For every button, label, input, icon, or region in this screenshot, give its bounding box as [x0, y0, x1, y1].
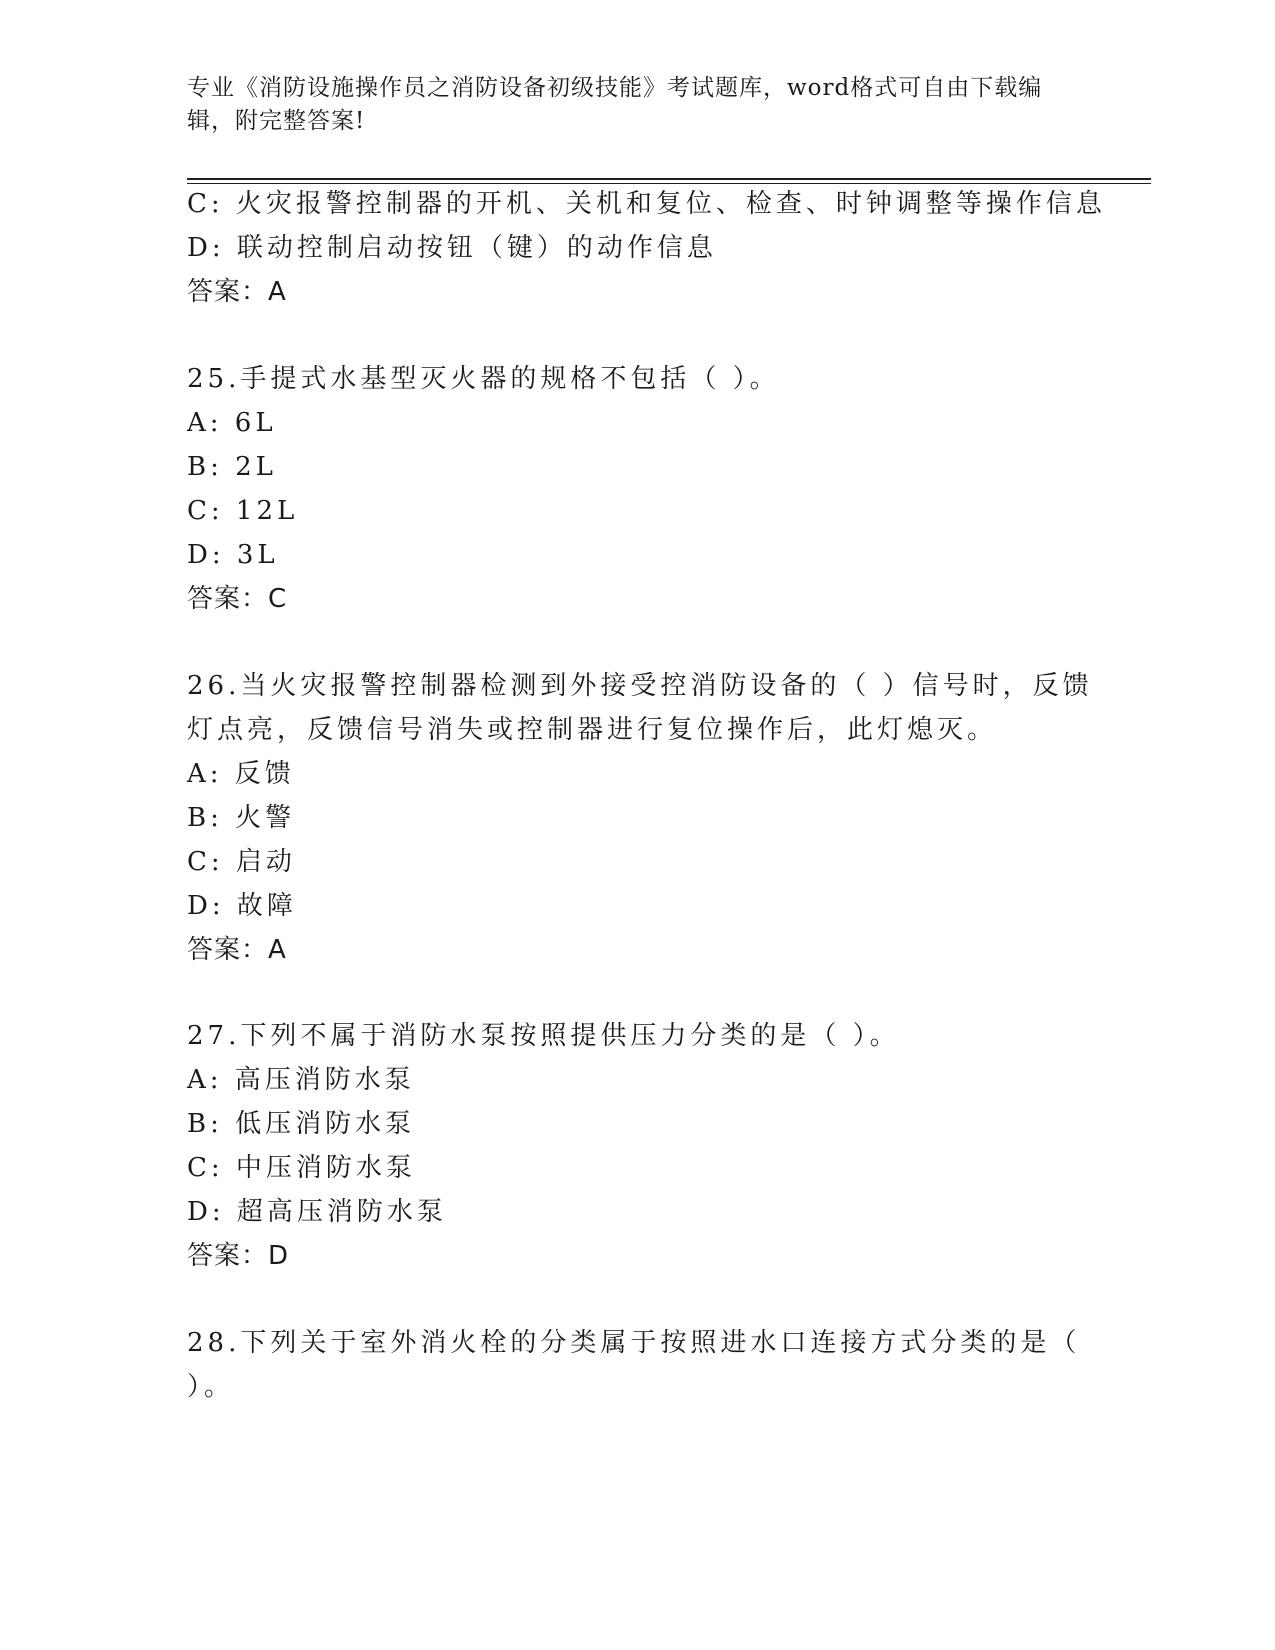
question-28-stem-line-2: ）。: [187, 1372, 235, 1402]
header-line-2: 辑，附完整答案!: [187, 108, 366, 134]
prev-option-c: C: 火灾报警控制器的开机、关机和复位、检查、时钟调整等操作信息: [187, 189, 1106, 219]
document-header: [187, 72, 1067, 138]
question-26-stem-line-2: 灯点亮，反馈信号消失或控制器进行复位操作后，此灯熄灭。: [187, 715, 998, 745]
question-28-stem-line-1: 28.下列关于室外消火栓的分类属于按照进水口连接方式分类的是（: [187, 1328, 1081, 1358]
question-25-stem: 25.手提式水基型灭火器的规格不包括（ ）。: [187, 364, 780, 394]
question-27-option-c: C: 中压消防水泵: [187, 1153, 416, 1183]
question-25-answer: 答案：C: [187, 584, 288, 614]
question-25-option-b: B: 2L: [187, 452, 277, 482]
question-27-option-a: A: 高压消防水泵: [187, 1065, 415, 1095]
question-25-option-a: A: 6L: [187, 408, 277, 438]
question-27-option-b: B: 低压消防水泵: [187, 1109, 416, 1139]
header-divider-thin: [187, 183, 1151, 184]
question-26-option-c: C: 启动: [187, 847, 296, 877]
prev-answer: 答案：A: [187, 277, 287, 307]
question-26-option-b: B: 火警: [187, 803, 296, 833]
question-25-option-c: C: 12L: [187, 496, 299, 526]
question-27-option-d: D: 超高压消防水泵: [187, 1197, 447, 1227]
question-26-option-a: A: 反馈: [187, 759, 295, 789]
question-26-option-d: D: 故障: [187, 891, 297, 921]
header-divider-thick: [187, 178, 1151, 180]
question-27-stem: 27.下列不属于消防水泵按照提供压力分类的是（ ）。: [187, 1021, 900, 1051]
header-line-1: 专业《消防设施操作员之消防设备初级技能》考试题库，word格式可自由下载编: [187, 75, 1043, 101]
question-26-stem-line-1: 26.当火灾报警控制器检测到外接受控消防设备的（ ）信号时，反馈: [187, 671, 1093, 701]
prev-option-d: D: 联动控制启动按钮（键）的动作信息: [187, 233, 717, 263]
question-25-option-d: D: 3L: [187, 540, 279, 570]
question-27-answer: 答案：D: [187, 1241, 290, 1271]
question-26-answer: 答案：A: [187, 935, 287, 965]
